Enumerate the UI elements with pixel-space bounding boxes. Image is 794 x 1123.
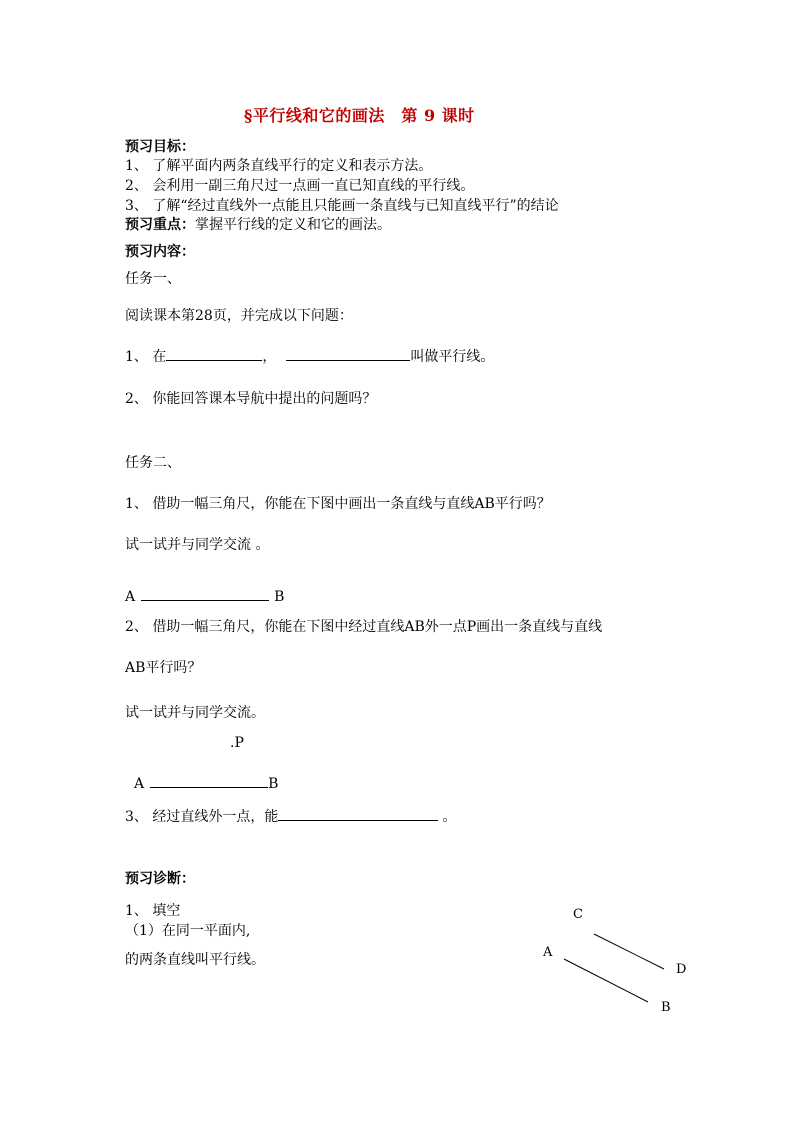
- key-point-label: 预习重点：: [125, 217, 195, 233]
- task1-q1-prefix: 1、 在: [125, 349, 167, 365]
- figure-label-b: B: [661, 1000, 671, 1015]
- page-title: §平行线和它的画法 第 9 课时: [244, 106, 475, 125]
- answer-blank-2[interactable]: [286, 348, 410, 361]
- objectives-heading: 预习目标：: [125, 139, 195, 155]
- task1-question-1: [125, 346, 494, 366]
- task2-question-2-line2: AB平行吗？: [125, 660, 202, 676]
- task2-q3-prefix: 3、 经过直线外一点，能: [125, 809, 279, 825]
- content-heading: 预习内容：: [125, 244, 195, 260]
- task1-heading: 任务一、: [125, 271, 181, 287]
- task2-heading: 任务二、: [125, 455, 181, 471]
- task1-intro: 阅读课本第28页，并完成以下问题：: [125, 308, 353, 324]
- line1-label-b: B: [274, 589, 285, 605]
- line1-label-a: A: [125, 589, 136, 605]
- line-cd: [594, 934, 664, 969]
- task2-try-2: 试一试并与同学交流。: [125, 705, 265, 721]
- task2-try-1: 试一试并与同学交流 。: [125, 537, 270, 553]
- objective-item-3: 3、 了解“经过直线外一点能且只能画一条直线与已知直线平行”的结论: [125, 198, 559, 214]
- objective-item-1: 1、 了解平面内两条直线平行的定义和表示方法。: [125, 158, 433, 174]
- diagnosis-heading: 预习诊断：: [125, 871, 195, 887]
- line-segment-ab-2: [150, 775, 268, 788]
- answer-blank-3[interactable]: [278, 808, 438, 821]
- line-ab-1: [125, 588, 284, 605]
- task2-question-3: [125, 806, 456, 826]
- line-segment-ab-1: [141, 588, 269, 601]
- task1-question-2: 2、 你能回答课本导航中提出的问题吗？: [125, 391, 377, 407]
- line-ab-2: [134, 775, 278, 792]
- figure-label-a: A: [543, 945, 553, 960]
- diagnosis-sub-1: （1）在同一平面内,: [125, 923, 251, 939]
- parallel-lines-figure: [530, 895, 700, 1025]
- key-point: [125, 214, 391, 234]
- task2-question-1: 1、 借助一幅三角尺，你能在下图中画出一条直线与直线AB平行吗？: [125, 496, 551, 512]
- task1-q1-suffix: 叫做平行线。: [410, 349, 495, 365]
- task2-q3-suffix: 。: [442, 809, 457, 825]
- line2-label-b: B: [268, 776, 279, 792]
- figure-label-c: C: [573, 907, 583, 922]
- figure-label-d: D: [676, 962, 687, 977]
- line-ab: [564, 959, 648, 1002]
- point-p: .P: [230, 735, 244, 751]
- objective-item-2: 2、 会利用一副三角尺过一点画一直已知直线的平行线。: [125, 178, 475, 194]
- answer-blank-1[interactable]: [166, 348, 262, 361]
- key-point-text: 掌握平行线的定义和它的画法。: [195, 217, 391, 233]
- task2-question-2-line1: 2、 借助一幅三角尺，你能在下图中经过直线AB外一点P画出一条直线与直线: [125, 619, 603, 635]
- task1-q1-mid: ，: [262, 349, 277, 365]
- diagnosis-item-1: 1、 填空: [125, 903, 181, 919]
- line2-label-a: A: [134, 776, 145, 792]
- diagnosis-sub-1-cont: 的两条直线叫平行线。: [125, 952, 265, 968]
